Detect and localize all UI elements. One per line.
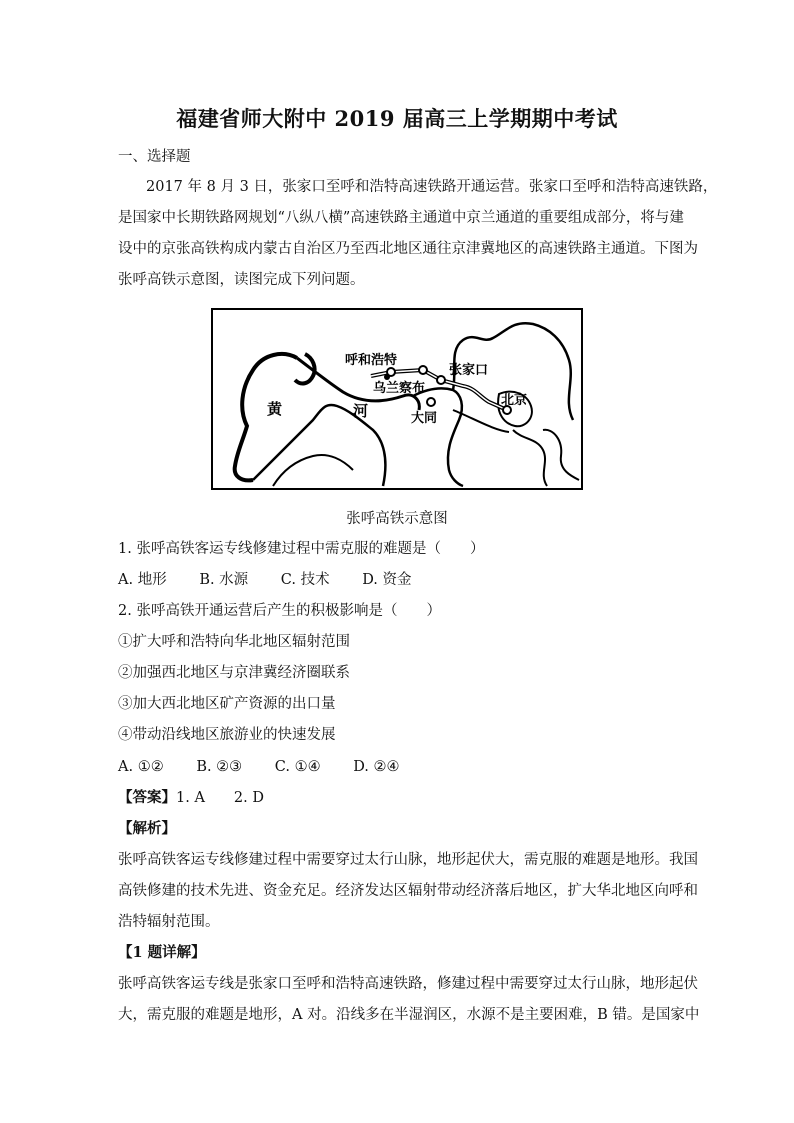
option-c: C. ①④ <box>274 759 321 775</box>
province-boundary <box>413 388 463 486</box>
intro-line: 是国家中长期铁路网规划“八纵八横”高速铁路主通道中京兰通道的重要组成部分，将与建 <box>118 210 684 226</box>
analysis-line: 浩特辐射范围。 <box>118 914 220 930</box>
section-heading: 一、选择题 <box>118 149 191 165</box>
intro-line: 2017 年 8 月 3 日，张家口至呼和浩特高速铁路开通运营。张家口至呼和浩特高速铁路， <box>146 179 718 195</box>
label-he: 河 <box>353 402 369 420</box>
intro-line: 张呼高铁示意图，读图完成下列问题。 <box>118 272 365 288</box>
analysis-line: 高铁修建的技术先进、资金充足。经济发达区辐射带动经济落后地区，扩大华北地区向呼和 <box>118 883 698 899</box>
document-title: 福建省师大附中 2019 届高三上学期期中考试 <box>176 106 618 131</box>
answer-line <box>118 788 264 808</box>
province-boundary <box>513 430 547 486</box>
station-datong <box>427 398 435 406</box>
label-huang: 黄 <box>267 400 283 418</box>
option-c: C. 技术 <box>280 572 330 588</box>
question-1-options <box>118 570 440 590</box>
question-2-options <box>118 757 428 777</box>
coastline <box>543 430 579 480</box>
option-b: B. 水源 <box>199 572 249 588</box>
option-d: D. 资金 <box>362 572 412 588</box>
question-2-item: ①扩大呼和浩特向华北地区辐射范围 <box>118 634 350 650</box>
analysis-label: 【解析】 <box>118 820 176 837</box>
map-caption: 张呼高铁示意图 <box>346 511 448 527</box>
analysis-line: 张呼高铁客运专线修建过程中需要穿过太行山脉，地形起伏大，需克服的难题是地形。我国 <box>118 852 698 868</box>
label-ulanqab: 乌兰察布 <box>373 381 426 396</box>
option-b: B. ②③ <box>196 759 243 775</box>
answer-text: 1. A 2. D <box>176 790 264 806</box>
option-d: D. ②④ <box>353 759 400 775</box>
intro-line: 设中的京张高铁构成内蒙古自治区乃至西北地区通往京津冀地区的高速铁路主通道。下图为 <box>118 241 698 257</box>
label-beijing: 北京 <box>501 393 528 408</box>
station-mid <box>419 366 427 374</box>
station-zhangjiakou <box>437 376 445 384</box>
answer-label: 【答案】 <box>118 789 176 806</box>
station-ulanqab <box>384 374 390 380</box>
question-1-stem: 1. 张呼高铁客运专线修建过程中需克服的难题是（ ） <box>118 541 485 557</box>
railway-map <box>211 308 583 490</box>
label-zhangjiakou: 张家口 <box>449 363 489 378</box>
detail-1-label: 【1 题详解】 <box>118 944 206 961</box>
option-a: A. ①② <box>118 759 164 775</box>
detail-1-line: 大，需克服的难题是地形，A 对。沿线多在半湿润区，水源不是主要困难，B 错。是国家中 <box>118 1007 700 1023</box>
label-hohhot: 呼和浩特 <box>345 353 398 368</box>
region-boundary <box>273 455 353 486</box>
question-2-item: ③加大西北地区矿产资源的出口量 <box>118 696 336 712</box>
option-a: A. 地形 <box>118 572 167 588</box>
detail-1-line: 张呼高铁客运专线是张家口至呼和浩特高速铁路，修建过程中需要穿过太行山脉，地形起伏 <box>118 976 698 992</box>
question-2-item: ②加强西北地区与京津冀经济圈联系 <box>118 665 350 681</box>
question-2-item: ④带动沿线地区旅游业的快速发展 <box>118 727 336 743</box>
label-datong: 大同 <box>411 411 438 426</box>
question-2-stem: 2. 张呼高铁开通运营后产生的积极影响是（ ） <box>118 603 441 619</box>
